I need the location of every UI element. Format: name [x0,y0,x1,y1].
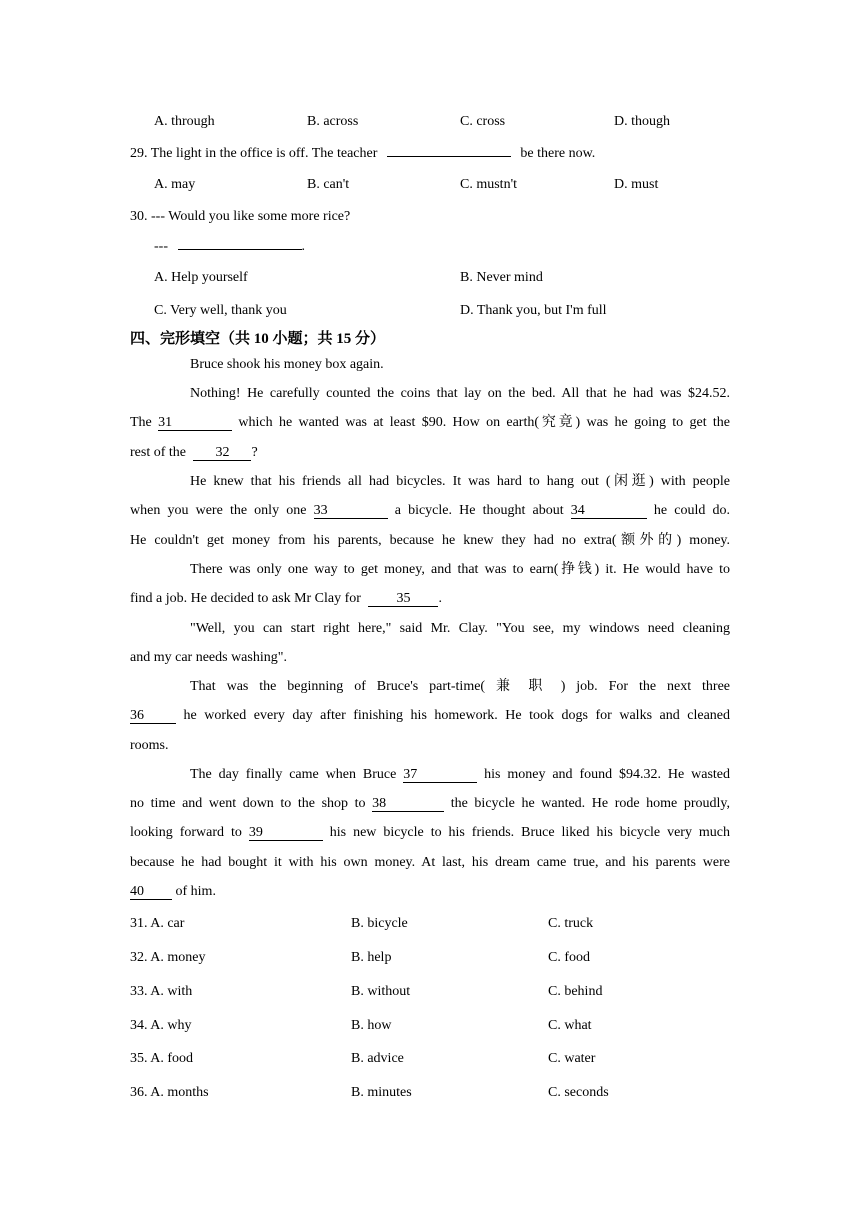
passage-p2-line2 [130,414,730,432]
option-33-a: 33. A. with [130,984,193,999]
option-36-b: B. minutes [351,1085,412,1100]
passage-p6-line2 [130,707,730,725]
q30-option-d: D. Thank you, but I'm full [460,303,607,318]
option-31-a: 31. A. car [130,916,185,931]
passage-p5-line2: and my car needs washing". [130,650,287,665]
q28-option-c: C. cross [460,114,506,129]
passage-p2-line1: Nothing! He carefully counted the coins that lay on the bed. All that he had was $24.52. [190,386,730,401]
text: his money and found $94.32. He wasted [484,767,731,782]
option-36-c: C. seconds [548,1085,609,1100]
q28-option-d: D. though [614,114,670,129]
option-33-b: B. without [351,984,411,999]
blank-40: 40 [130,884,172,900]
q30-option-c: C. Very well, thank you [154,303,287,318]
passage-p4-line2 [130,590,442,608]
option-31-c: C. truck [548,916,594,931]
q30-option-a: A. Help yourself [154,270,248,285]
option-34-c: C. what [548,1018,592,1033]
text: rest of the [130,445,186,460]
text: no time and went down to the shop to [130,796,366,811]
text: the bicycle he wanted. He rode home proudly, [450,796,731,811]
blank-34: 34 [571,503,647,519]
q30-response-line [154,238,305,256]
passage-p4-line1: There was only one way to get money, and that was to earn(挣钱) it. He would have to [190,562,730,577]
q29-option-d: D. must [614,177,659,192]
q30-option-b: B. Never mind [460,270,543,285]
passage-p3-line3: He couldn't get money from his parents, because he knew they had no extra(额外的) money. [130,533,730,548]
blank-33: 33 [314,503,388,519]
q28-option-a: A. through [154,114,215,129]
text: when you were the only one [130,503,307,518]
blank-36: 36 [130,708,176,724]
section-heading: 四、完形填空（共 10 小题；共 15 分） [130,331,386,347]
q29-text-before: 29. The light in the office is off. The teacher [130,146,378,161]
passage-p7-line2 [130,795,730,813]
q29-text-after: be there now. [520,146,596,161]
passage-p3-line2 [130,502,730,520]
text: find a job. He decided to ask Mr Clay for [130,591,361,606]
q29-option-c: C. mustn't [460,177,517,192]
passage-p2-line3 [130,444,258,462]
option-32-a: 32. A. money [130,950,206,965]
q29-stem [130,145,595,163]
text: he worked every day after finishing his homework. He took dogs for walks and cleaned [183,708,731,723]
option-34-a: 34. A. why [130,1018,192,1033]
option-34-b: B. how [351,1018,392,1033]
text: a bicycle. He thought about [394,503,564,518]
q30-answer-blank [178,249,302,250]
q30-stem: 30. --- Would you like some more rice? [130,209,351,224]
text: The [130,415,152,430]
blank-32: 32 [193,445,251,461]
passage-p7-line3 [130,824,730,842]
text: he could do. [653,503,731,518]
passage-p3-line1: He knew that his friends all had bicycles. It was hard to hang out (闲逛) with people [190,474,730,489]
passage-p7-line4: because he had bought it with his own money. At last, his dream came true, and his parents were [130,855,730,870]
q29-option-a: A. may [154,177,196,192]
passage-p7-line1 [190,766,730,784]
q30-period: . [301,239,305,254]
text: which he wanted was at least $90. How on earth(究竟) was he going to get the [238,415,731,430]
blank-31: 31 [158,415,232,431]
passage-p6-line3: rooms. [130,738,169,753]
option-35-a: 35. A. food [130,1051,193,1066]
q29-option-b: B. can't [307,177,350,192]
option-32-b: B. help [351,950,392,965]
passage-p7-line5 [130,883,216,901]
q29-answer-blank [387,156,511,157]
q28-option-b: B. across [307,114,359,129]
text: The day finally came when Bruce [190,767,397,782]
option-35-b: B. advice [351,1051,404,1066]
text: looking forward to [130,825,242,840]
text: of him. [175,884,216,899]
text: ? [251,445,258,460]
text: . [438,591,442,606]
option-31-b: B. bicycle [351,916,408,931]
passage-p6-line1: That was the beginning of Bruce's part-time( 兼 职 ) job. For the next three [190,679,730,694]
option-36-a: 36. A. months [130,1085,209,1100]
blank-38: 38 [372,796,444,812]
blank-37: 37 [403,767,477,783]
blank-39: 39 [249,825,323,841]
passage-p5-line1: "Well, you can start right here," said Mr. Clay. "You see, my windows need cleaning [190,621,730,636]
option-35-c: C. water [548,1051,596,1066]
option-32-c: C. food [548,950,590,965]
passage-p1: Bruce shook his money box again. [190,357,384,372]
q30-dash: --- [154,239,168,254]
blank-35: 35 [368,591,438,607]
text: his new bicycle to his friends. Bruce liked his bicycle very much [329,825,731,840]
option-33-c: C. behind [548,984,603,999]
